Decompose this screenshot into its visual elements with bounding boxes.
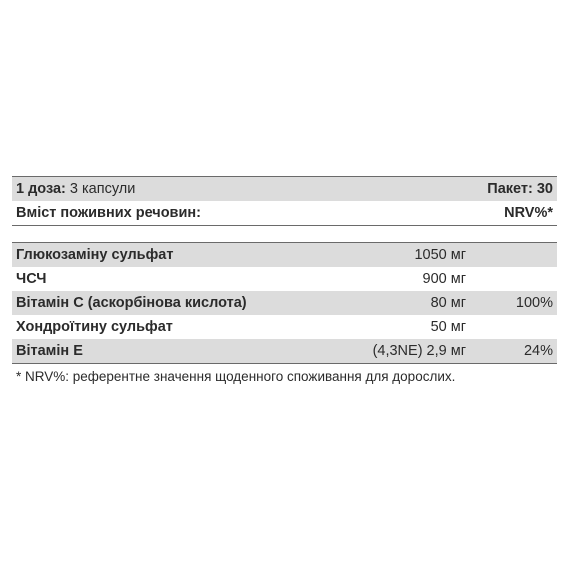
dose-value: 3 капсули: [69, 181, 136, 197]
content-label: Вміст поживних речовин:: [16, 205, 201, 221]
footnote: * NRV%: референтне значення щоденного споживання для дорослих.: [16, 369, 456, 384]
spacer: [12, 226, 557, 242]
table-row: [12, 315, 557, 339]
table-row: [12, 291, 557, 315]
nutrient-name: Глюкозаміну сульфат: [16, 247, 174, 263]
nutrient-nrv: 24%: [523, 343, 553, 359]
pack-count: Пакет: 30: [487, 181, 553, 197]
content-header-row: [12, 201, 557, 226]
nutrient-name: Хондроїтину сульфат: [16, 319, 173, 335]
nutrient-name: ЧСЧ: [16, 271, 47, 287]
dose-row: [12, 176, 557, 201]
nutrient-amount: 80 мг: [430, 295, 466, 311]
nutrient-amount: (4,3NE) 2,9 мг: [372, 343, 466, 359]
nutrient-amount: 50 мг: [430, 319, 466, 335]
dose-info: [16, 177, 135, 201]
nutrient-amount: 1050 мг: [414, 247, 466, 263]
table-row: [12, 267, 557, 291]
dose-label: 1 доза:: [16, 181, 66, 197]
nrv-header: NRV%*: [504, 205, 553, 221]
nutrient-name: Вітамін Е: [16, 343, 83, 359]
table-row: [12, 339, 557, 364]
nutrient-name: Вітамін С (аскорбінова кислота): [16, 295, 247, 311]
table-row: [12, 242, 557, 267]
nutrient-nrv: 100%: [515, 295, 553, 311]
nutrient-amount: 900 мг: [422, 271, 466, 287]
supplement-facts-table: [12, 176, 557, 388]
